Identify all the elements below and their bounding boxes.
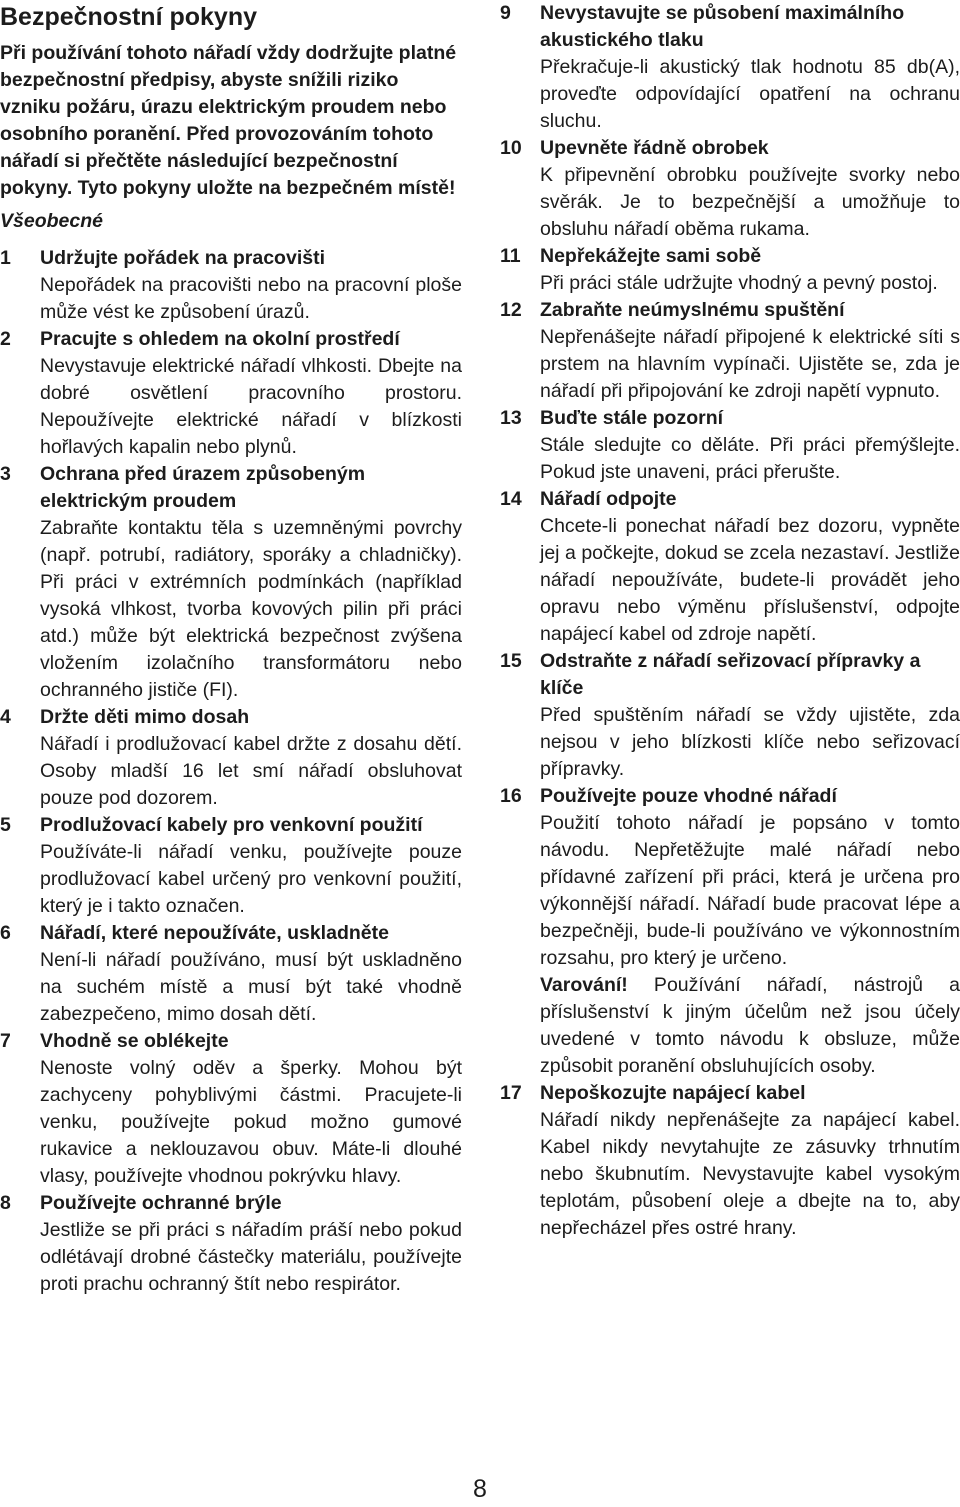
item-text: Nářadí i prodlužovací kabel držte z dosahu dětí. Osoby mladší 16 let smí nářadí obsluhovat pouze pod dozorem. xyxy=(40,733,462,809)
item-title: Držte děti mimo dosah xyxy=(40,706,250,728)
item-title: Používejte ochranné brýle xyxy=(40,1192,282,1214)
item-title: Vhodně se oblékejte xyxy=(40,1030,229,1052)
safety-item xyxy=(500,405,960,486)
item-text: Nepřenášejte nářadí připojené k elektrické síti s prstem na hlavním vypínači. Ujistěte se, zda je nářadí při připojování ke zdroji napětí vypnuto. xyxy=(540,326,960,402)
item-number: 4 xyxy=(0,706,11,728)
section-subheading: Všeobecné xyxy=(0,210,103,232)
item-number: 11 xyxy=(500,245,521,267)
safety-item xyxy=(500,0,960,135)
item-title: Udržujte pořádek na pracovišti xyxy=(40,247,325,269)
item-title: Nepřekážejte sami sobě xyxy=(540,245,762,267)
item-number: 10 xyxy=(500,137,522,159)
item-text: Nepořádek na pracovišti nebo na pracovní ploše může vést ke způsobení úrazů. xyxy=(40,274,462,323)
safety-item xyxy=(500,243,960,297)
safety-item xyxy=(0,1190,462,1298)
safety-item xyxy=(500,486,960,648)
item-text: Nářadí nikdy nepřenášejte za napájecí kabel. Kabel nikdy nevytahujte ze zásuvky trhnutím nebo škubnutím. Nevystavujte kabel vysokým teplotám, působení oleje a dbejte na to, aby nepřecházel přes ostré hrany. xyxy=(540,1109,960,1239)
item-text: Chcete-li ponechat nářadí bez dozoru, vypněte jej a počkejte, dokud se zcela nezastaví. Jestliže nářadí nepoužíváte, budete-li provádět jeho opravu nebo výměnu příslušenství, odpojte napájecí kabel od zdroje napětí. xyxy=(540,515,960,645)
safety-item xyxy=(500,135,960,243)
item-text: Stále sledujte co děláte. Při práci přemýšlejte. Pokud jste unaveni, práci přerušte. xyxy=(540,434,960,483)
safety-item xyxy=(0,1028,462,1190)
item-text: Překračuje-li akustický tlak hodnotu 85 db(A), proveďte odpovídající opatření na ochranu sluchu. xyxy=(540,56,960,132)
item-text: Není-li nářadí používáno, musí být uskladněno na suchém místě a musí být také vhodně zabezpečeno, mimo dosah dětí. xyxy=(40,949,462,1025)
safety-item xyxy=(500,297,960,405)
item-number: 12 xyxy=(500,299,522,321)
item-text: K připevnění obrobku používejte svorky nebo svěrák. Je to bezpečnější a umožňuje to obsluhu nářadí oběma rukama. xyxy=(540,164,960,240)
right-column xyxy=(500,0,960,1242)
item-title: Buďte stále pozorní xyxy=(540,407,724,429)
item-title: Odstraňte z nářadí seřizovací přípravky a klíče xyxy=(540,650,921,699)
item-title: Nářadí, které nepoužíváte, uskladněte xyxy=(40,922,389,944)
item-number: 14 xyxy=(500,488,522,510)
item-number: 3 xyxy=(0,463,11,485)
item-title: Upevněte řádně obrobek xyxy=(540,137,769,159)
safety-item xyxy=(0,326,462,461)
item-text: Používáte-li nářadí venku, používejte pouze prodlužovací kabel určený pro venkovní použití, který je i takto označen. xyxy=(40,841,462,917)
item-text: Jestliže se při práci s nářadím práší nebo pokud odlétávají drobné částečky materiálu, používejte proti prachu ochranný štít nebo respirátor. xyxy=(40,1219,462,1295)
item-number: 16 xyxy=(500,785,522,807)
item-text: Při práci stále udržujte vhodný a pevný postoj. xyxy=(540,272,938,294)
item-number: 6 xyxy=(0,922,11,944)
item-title: Zabraňte neúmyslnému spuštění xyxy=(540,299,845,321)
item-text: Nevystavuje elektrické nářadí vlhkosti. Dbejte na dobré osvětlení pracovního prostoru. Nepoužívejte elektrické nářadí v blízkosti hořlavých kapalin nebo plynů. xyxy=(40,355,462,458)
item-number: 9 xyxy=(500,2,511,24)
item-number: 17 xyxy=(500,1082,522,1104)
item-number: 15 xyxy=(500,650,522,672)
safety-item xyxy=(500,783,960,1080)
item-title: Používejte pouze vhodné nářadí xyxy=(540,785,837,807)
safety-item xyxy=(0,245,462,326)
item-title: Prodlužovací kabely pro venkovní použití xyxy=(40,814,423,836)
item-title: Nevystavujte se působení maximálního akustického tlaku xyxy=(540,2,905,51)
safety-item xyxy=(0,461,462,704)
item-text: Nenoste volný oděv a šperky. Mohou být zachyceny pohyblivými částmi. Pracujete-li venku, používejte pokud možno gumové rukavice a neklouzavou obuv. Máte-li dlouhé vlasy, používejte vhodnou pokrývku hlavy. xyxy=(40,1057,462,1187)
left-column xyxy=(0,0,462,1298)
item-title: Pracujte s ohledem na okolní prostředí xyxy=(40,328,400,350)
safety-item xyxy=(0,704,462,812)
item-number: 8 xyxy=(0,1192,11,1214)
safety-item xyxy=(500,1080,960,1242)
warning-label: Varování! xyxy=(540,974,628,996)
intro-paragraph: Při používání tohoto nářadí vždy dodržujte platné bezpečnostní předpisy, abyste snížili riziko vzniku požáru, úrazu elektrickým proudem nebo osobního poranění. Před provozováním tohoto nářadí si přečtěte následující bezpečnostní pokyny. Tyto pokyny uložte na bezpečném místě! xyxy=(0,42,457,199)
item-title: Ochrana před úrazem způsobeným elektrickým proudem xyxy=(40,463,366,512)
item-text: Použití tohoto nářadí je popsáno v tomto návodu. Nepřetěžujte malé nářadí nebo přídavné zařízení při práci, která je určena pro výkonnější nářadí. Nářadí bude pracovat lépe a bezpečněji, bude-li používáno ve výkonnostním rozsahu, pro který je určeno. xyxy=(540,812,960,969)
warning-paragraph xyxy=(540,972,960,1080)
item-number: 13 xyxy=(500,407,522,429)
warning-text: Používání nářadí, nástrojů a příslušenství k jiným účelům než jsou účely uvedené v tomto návodu k obsluze, může způsobit poranění obsluhujících osoby. xyxy=(540,974,960,1077)
safety-item xyxy=(0,920,462,1028)
item-title: Nepoškozujte napájecí kabel xyxy=(540,1082,806,1104)
item-title: Nářadí odpojte xyxy=(540,488,677,510)
item-number: 5 xyxy=(0,814,11,836)
item-number: 2 xyxy=(0,328,11,350)
page-number: 8 xyxy=(473,1475,487,1503)
safety-item xyxy=(0,812,462,920)
safety-item xyxy=(500,648,960,783)
item-number: 7 xyxy=(0,1030,11,1052)
item-text: Zabraňte kontaktu těla s uzemněnými povrchy (např. potrubí, radiátory, sporáky a chladničky). Při práci v extrémních podmínkách (například vysoká vlhkost, tvorba kovových pilin při práci atd.) může být elektrická bezpečnost zvýšena vložením izolačního transformátoru nebo ochranného jističe (FI). xyxy=(40,517,462,701)
item-number: 1 xyxy=(0,247,11,269)
item-text: Před spuštěním nářadí se vždy ujistěte, zda nejsou v jeho blízkosti klíče nebo seřizovací přípravky. xyxy=(540,704,960,780)
page-title: Bezpečnostní pokyny xyxy=(0,3,257,31)
